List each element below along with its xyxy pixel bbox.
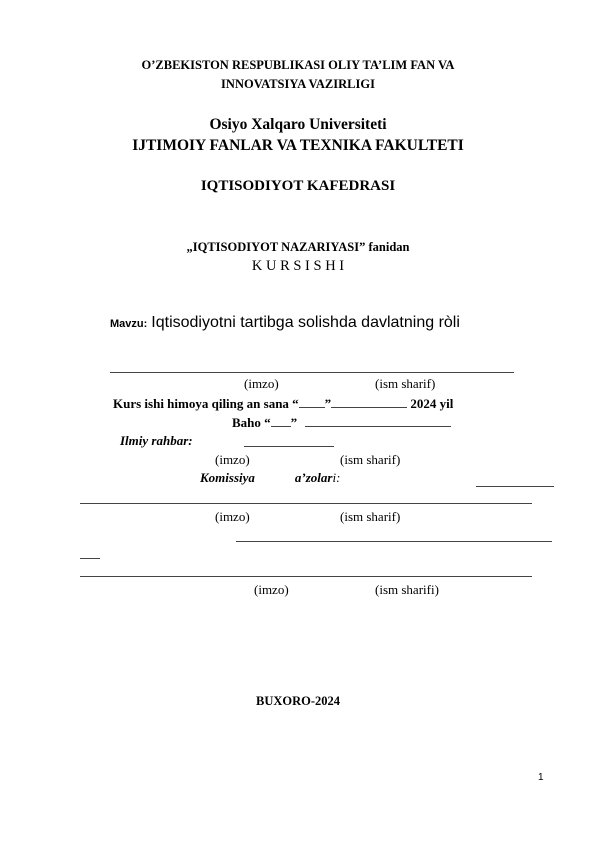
ministry-line-2: INNOVATSIYA VAZIRLIGI <box>221 77 375 91</box>
document-type: K U R S I S H I <box>251 258 345 274</box>
advisor-signature-line <box>244 446 334 447</box>
faculty-name: IJTIMOIY FANLAR VA TEXNIKA FAKULTETI <box>132 137 464 154</box>
department-name: IQTISODIYOT KAFEDRASI <box>200 178 396 194</box>
signature-label-imzo: (imzo) <box>244 376 279 391</box>
commission-line-stub <box>80 558 100 559</box>
grade-signature-blank <box>305 416 451 427</box>
signature-label-ism: (ism sharif) <box>340 509 401 524</box>
defense-date-row: Kurs ishi himoya qiling an sana “ ” 2024 yil <box>113 396 454 411</box>
topic-label: Mavzu: <box>110 318 148 330</box>
commission-label: Komissiya a’zolari: <box>200 470 341 485</box>
signature-label-ism: (ism sharif) <box>340 452 401 467</box>
defense-year: 2024 yil <box>407 396 454 411</box>
defense-day-blank <box>299 397 325 408</box>
signature-label-imzo: (imzo) <box>254 582 289 597</box>
commission-line-2 <box>236 541 552 542</box>
grade-blank <box>271 416 291 427</box>
defense-date-label: Kurs ishi himoya qiling an sana “ <box>113 396 299 411</box>
topic-value: Iqtisodiyotni tartibga solishda davlatning ròli <box>151 314 460 331</box>
subject-line: „IQTISODIYOT NAZARIYASI” fanidan <box>186 240 410 254</box>
city-year: BUXORO-2024 <box>255 694 341 708</box>
signature-label-imzo: (imzo) <box>215 452 250 467</box>
ministry-line-1: O’ZBEKISTON RESPUBLIKASI OLIY TA’LIM FAN VA <box>141 58 455 72</box>
grade-row: Baho “ ” <box>232 415 451 431</box>
signature-line <box>110 372 514 373</box>
grade-label: Baho “ <box>232 415 271 430</box>
signature-label-ism: (ism sharifi) <box>375 582 439 597</box>
topic-row <box>110 314 460 332</box>
advisor-label: Ilmiy rahbar: <box>120 433 193 448</box>
commission-line-long <box>80 503 532 504</box>
commission-line-short <box>476 486 554 487</box>
defense-month-blank <box>331 397 407 408</box>
signature-label-ism: (ism sharif) <box>375 376 436 391</box>
page-number: 1 <box>538 772 544 783</box>
commission-line-3 <box>80 576 532 577</box>
university-name: Osiyo Xalqaro Universiteti <box>209 116 387 133</box>
signature-label-imzo: (imzo) <box>215 509 250 524</box>
